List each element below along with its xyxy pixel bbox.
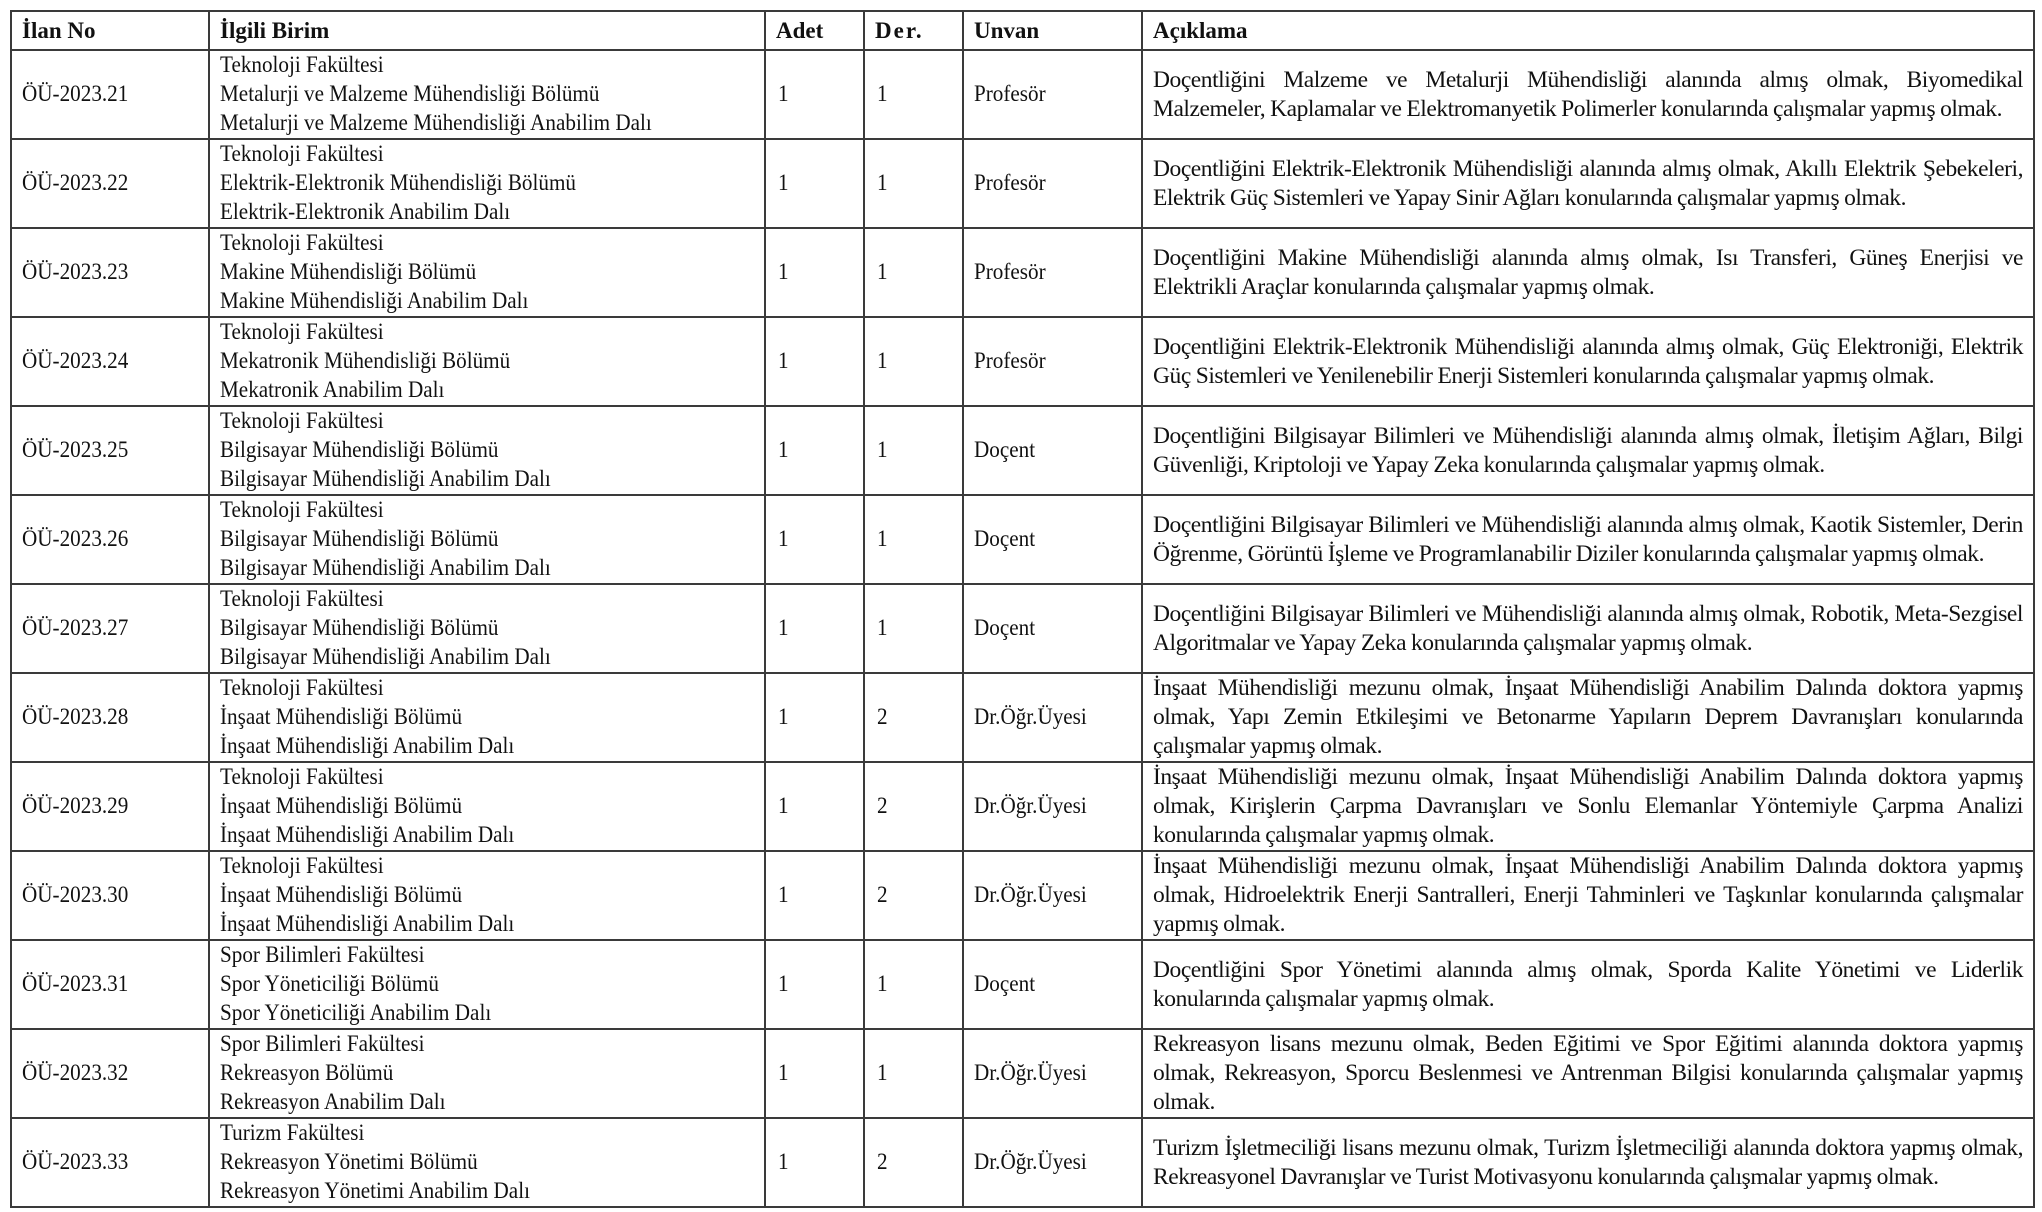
ilan-no-cell bbox=[11, 584, 209, 673]
unvan: Doçent bbox=[974, 526, 1036, 552]
unvan-cell bbox=[963, 1029, 1142, 1118]
derece: 2 bbox=[877, 882, 888, 908]
ilan-no: ÖÜ-2023.24 bbox=[22, 348, 129, 374]
ilan-no-cell bbox=[11, 673, 209, 762]
unvan-cell bbox=[963, 584, 1142, 673]
birim-cell bbox=[209, 139, 765, 228]
adet: 1 bbox=[778, 348, 789, 374]
bolum: Metalurji ve Malzeme Mühendisliği Bölümü bbox=[220, 81, 600, 107]
unvan-cell bbox=[963, 50, 1142, 139]
derece: 1 bbox=[877, 81, 888, 107]
job-postings-table bbox=[10, 10, 2035, 1208]
ilan-no: ÖÜ-2023.30 bbox=[22, 882, 129, 908]
anabilim-dali: Bilgisayar Mühendisliği Anabilim Dalı bbox=[220, 555, 551, 581]
derece: 2 bbox=[877, 704, 888, 730]
aciklama-cell: Doçentliğini Bilgisayar Bilimleri ve Mühendisliği alanında almış olmak, Robotik, Meta-Sezgisel Algoritmalar ve Yapay Zeka konularında çalışmalar yapmış olmak. bbox=[1142, 584, 2034, 673]
ilan-no: ÖÜ-2023.25 bbox=[22, 437, 129, 463]
unvan-cell bbox=[963, 673, 1142, 762]
ilan-no-cell bbox=[11, 50, 209, 139]
unvan: Dr.Öğr.Üyesi bbox=[974, 704, 1087, 730]
bolum: Elektrik-Elektronik Mühendisliği Bölümü bbox=[220, 170, 576, 196]
table-row bbox=[11, 50, 2034, 139]
unvan-cell bbox=[963, 139, 1142, 228]
bolum: Spor Yöneticiliği Bölümü bbox=[220, 971, 439, 997]
bolum: Mekatronik Mühendisliği Bölümü bbox=[220, 348, 511, 374]
aciklama-cell: Doçentliğini Spor Yönetimi alanında almış olmak, Sporda Kalite Yönetimi ve Liderlik konularında çalışmalar yapmış olmak. bbox=[1142, 940, 2034, 1029]
unvan-cell bbox=[963, 1118, 1142, 1207]
fakulte: Spor Bilimleri Fakültesi bbox=[220, 1031, 425, 1057]
unvan: Dr.Öğr.Üyesi bbox=[974, 793, 1087, 819]
aciklama-cell: Doçentliğini Bilgisayar Bilimleri ve Mühendisliği alanında almış olmak, Kaotik Sistemler, Derin Öğrenme, Görüntü İşleme ve Programlanabilir Diziler konularında çalışmalar yapmış olmak. bbox=[1142, 495, 2034, 584]
anabilim-dali: Elektrik-Elektronik Anabilim Dalı bbox=[220, 199, 511, 225]
unvan: Dr.Öğr.Üyesi bbox=[974, 1149, 1087, 1175]
der-cell bbox=[864, 584, 963, 673]
unvan: Profesör bbox=[974, 348, 1046, 374]
fakulte: Teknoloji Fakültesi bbox=[220, 764, 384, 790]
adet-cell bbox=[765, 851, 864, 940]
derece: 1 bbox=[877, 526, 888, 552]
unvan-cell bbox=[963, 495, 1142, 584]
aciklama-cell: Doçentliğini Makine Mühendisliği alanında almış olmak, Isı Transferi, Güneş Enerjisi ve Elektrikli Araçlar konularında çalışmalar yapmış olmak. bbox=[1142, 228, 2034, 317]
aciklama-cell: Rekreasyon lisans mezunu olmak, Beden Eğitimi ve Spor Eğitimi alanında doktora yapmış olmak, Rekreasyon, Sporcu Beslenmesi ve Antrenman Bilgisi konularında çalışmalar yapmış olmak. bbox=[1142, 1029, 2034, 1118]
header-ilgili-birim: İlgili Birim bbox=[209, 11, 765, 50]
der-cell bbox=[864, 317, 963, 406]
unvan-cell bbox=[963, 228, 1142, 317]
bolum: Rekreasyon Yönetimi Bölümü bbox=[220, 1149, 478, 1175]
birim-cell bbox=[209, 1029, 765, 1118]
ilan-no: ÖÜ-2023.26 bbox=[22, 526, 129, 552]
ilan-no-cell bbox=[11, 495, 209, 584]
der-cell bbox=[864, 762, 963, 851]
derece: 1 bbox=[877, 1060, 888, 1086]
ilan-no: ÖÜ-2023.32 bbox=[22, 1060, 129, 1086]
unvan-cell bbox=[963, 317, 1142, 406]
table-row bbox=[11, 673, 2034, 762]
der-cell bbox=[864, 940, 963, 1029]
der-cell bbox=[864, 228, 963, 317]
aciklama-cell: İnşaat Mühendisliği mezunu olmak, İnşaat Mühendisliği Anabilim Dalında doktora yapmış olmak, Kirişlerin Çarpma Davranışları ve Sonlu Elemanlar Yöntemiyle Çarpma Analizi konularında çalışmalar yapmış olmak. bbox=[1142, 762, 2034, 851]
anabilim-dali: Rekreasyon Yönetimi Anabilim Dalı bbox=[220, 1178, 530, 1204]
anabilim-dali: İnşaat Mühendisliği Anabilim Dalı bbox=[220, 733, 515, 759]
unvan: Profesör bbox=[974, 81, 1046, 107]
birim-cell bbox=[209, 228, 765, 317]
derece: 1 bbox=[877, 348, 888, 374]
derece: 1 bbox=[877, 259, 888, 285]
ilan-no: ÖÜ-2023.23 bbox=[22, 259, 129, 285]
anabilim-dali: Bilgisayar Mühendisliği Anabilim Dalı bbox=[220, 644, 551, 670]
anabilim-dali: Makine Mühendisliği Anabilim Dalı bbox=[220, 288, 529, 314]
aciklama-cell: Turizm İşletmeciliği lisans mezunu olmak, Turizm İşletmeciliği alanında doktora yapmış olmak, Rekreasyonel Davranışlar ve Turist Motivasyonu konularında çalışmalar yapmış olmak. bbox=[1142, 1118, 2034, 1207]
birim-cell bbox=[209, 406, 765, 495]
adet-cell bbox=[765, 317, 864, 406]
adet: 1 bbox=[778, 81, 789, 107]
ilan-no: ÖÜ-2023.27 bbox=[22, 615, 129, 641]
birim-cell bbox=[209, 940, 765, 1029]
adet-cell bbox=[765, 495, 864, 584]
der-cell bbox=[864, 139, 963, 228]
adet: 1 bbox=[778, 1149, 789, 1175]
unvan: Profesör bbox=[974, 259, 1046, 285]
anabilim-dali: Bilgisayar Mühendisliği Anabilim Dalı bbox=[220, 466, 551, 492]
fakulte: Teknoloji Fakültesi bbox=[220, 141, 384, 167]
adet-cell bbox=[765, 673, 864, 762]
derece: 1 bbox=[877, 615, 888, 641]
anabilim-dali: Spor Yöneticiliği Anabilim Dalı bbox=[220, 1000, 492, 1026]
fakulte: Teknoloji Fakültesi bbox=[220, 408, 384, 434]
ilan-no: ÖÜ-2023.33 bbox=[22, 1149, 129, 1175]
adet: 1 bbox=[778, 793, 789, 819]
adet: 1 bbox=[778, 615, 789, 641]
derece: 2 bbox=[877, 1149, 888, 1175]
der-cell bbox=[864, 1029, 963, 1118]
ilan-no-cell bbox=[11, 317, 209, 406]
fakulte: Teknoloji Fakültesi bbox=[220, 52, 384, 78]
ilan-no: ÖÜ-2023.29 bbox=[22, 793, 129, 819]
table-header-row bbox=[11, 11, 2034, 50]
adet-cell bbox=[765, 1118, 864, 1207]
bolum: Bilgisayar Mühendisliği Bölümü bbox=[220, 437, 499, 463]
adet: 1 bbox=[778, 437, 789, 463]
table-row bbox=[11, 406, 2034, 495]
ilan-no-cell bbox=[11, 1118, 209, 1207]
table-row bbox=[11, 851, 2034, 940]
birim-cell bbox=[209, 584, 765, 673]
anabilim-dali: İnşaat Mühendisliği Anabilim Dalı bbox=[220, 822, 515, 848]
unvan: Profesör bbox=[974, 170, 1046, 196]
bolum: Rekreasyon Bölümü bbox=[220, 1060, 394, 1086]
adet: 1 bbox=[778, 971, 789, 997]
header-der: Der. bbox=[864, 11, 963, 50]
bolum: İnşaat Mühendisliği Bölümü bbox=[220, 704, 463, 730]
ilan-no-cell bbox=[11, 1029, 209, 1118]
unvan-cell bbox=[963, 762, 1142, 851]
table-row bbox=[11, 584, 2034, 673]
adet-cell bbox=[765, 228, 864, 317]
table-row bbox=[11, 495, 2034, 584]
anabilim-dali: Rekreasyon Anabilim Dalı bbox=[220, 1089, 446, 1115]
birim-cell bbox=[209, 851, 765, 940]
aciklama-cell: İnşaat Mühendisliği mezunu olmak, İnşaat Mühendisliği Anabilim Dalında doktora yapmış olmak, Yapı Zemin Etkileşimi ve Betonarme Yapıların Deprem Davranışları konularında çalışmalar yapmış olmak. bbox=[1142, 673, 2034, 762]
adet: 1 bbox=[778, 704, 789, 730]
birim-cell bbox=[209, 673, 765, 762]
table-row bbox=[11, 139, 2034, 228]
anabilim-dali: İnşaat Mühendisliği Anabilim Dalı bbox=[220, 911, 515, 937]
table-row bbox=[11, 762, 2034, 851]
header-ilan-no: İlan No bbox=[11, 11, 209, 50]
ilan-no-cell bbox=[11, 139, 209, 228]
fakulte: Spor Bilimleri Fakültesi bbox=[220, 942, 425, 968]
table-row bbox=[11, 317, 2034, 406]
aciklama-cell: Doçentliğini Elektrik-Elektronik Mühendisliği alanında almış olmak, Güç Elektroniği, Elektrik Güç Sistemleri ve Yenilenebilir Enerji Sistemleri konularında çalışmalar yapmış olmak. bbox=[1142, 317, 2034, 406]
ilan-no-cell bbox=[11, 406, 209, 495]
fakulte: Teknoloji Fakültesi bbox=[220, 853, 384, 879]
adet: 1 bbox=[778, 170, 789, 196]
derece: 2 bbox=[877, 793, 888, 819]
der-cell bbox=[864, 495, 963, 584]
ilan-no: ÖÜ-2023.22 bbox=[22, 170, 129, 196]
birim-cell bbox=[209, 762, 765, 851]
header-aciklama: Açıklama bbox=[1142, 11, 2034, 50]
adet-cell bbox=[765, 1029, 864, 1118]
unvan: Doçent bbox=[974, 971, 1036, 997]
ilan-no-cell bbox=[11, 940, 209, 1029]
unvan: Doçent bbox=[974, 615, 1036, 641]
der-cell bbox=[864, 406, 963, 495]
ilan-no: ÖÜ-2023.31 bbox=[22, 971, 129, 997]
anabilim-dali: Metalurji ve Malzeme Mühendisliği Anabilim Dalı bbox=[220, 110, 652, 136]
unvan: Dr.Öğr.Üyesi bbox=[974, 1060, 1087, 1086]
table-row bbox=[11, 228, 2034, 317]
aciklama-cell: Doçentliğini Malzeme ve Metalurji Mühendisliği alanında almış olmak, Biyomedikal Malzemeler, Kaplamalar ve Elektromanyetik Polimerler konularında çalışmalar yapmış olmak. bbox=[1142, 50, 2034, 139]
fakulte: Turizm Fakültesi bbox=[220, 1120, 365, 1146]
table-row bbox=[11, 1029, 2034, 1118]
adet-cell bbox=[765, 139, 864, 228]
derece: 1 bbox=[877, 437, 888, 463]
birim-cell bbox=[209, 1118, 765, 1207]
birim-cell bbox=[209, 495, 765, 584]
unvan: Dr.Öğr.Üyesi bbox=[974, 882, 1087, 908]
ilan-no-cell bbox=[11, 228, 209, 317]
adet: 1 bbox=[778, 259, 789, 285]
fakulte: Teknoloji Fakültesi bbox=[220, 230, 384, 256]
fakulte: Teknoloji Fakültesi bbox=[220, 319, 384, 345]
ilan-no-cell bbox=[11, 851, 209, 940]
aciklama-cell: Doçentliğini Bilgisayar Bilimleri ve Mühendisliği alanında almış olmak, İletişim Ağları, Bilgi Güvenliği, Kriptoloji ve Yapay Zeka konularında çalışmalar yapmış olmak. bbox=[1142, 406, 2034, 495]
der-cell bbox=[864, 851, 963, 940]
aciklama-cell: İnşaat Mühendisliği mezunu olmak, İnşaat Mühendisliği Anabilim Dalında doktora yapmış olmak, Hidroelektrik Enerji Santralleri, Enerji Tahminleri ve Taşkınlar konularında çalışmalar yapmış olmak. bbox=[1142, 851, 2034, 940]
bolum: Makine Mühendisliği Bölümü bbox=[220, 259, 477, 285]
fakulte: Teknoloji Fakültesi bbox=[220, 497, 384, 523]
adet-cell bbox=[765, 50, 864, 139]
adet: 1 bbox=[778, 1060, 789, 1086]
ilan-no: ÖÜ-2023.28 bbox=[22, 704, 129, 730]
der-cell bbox=[864, 1118, 963, 1207]
unvan-cell bbox=[963, 851, 1142, 940]
bolum: İnşaat Mühendisliği Bölümü bbox=[220, 793, 463, 819]
der-cell bbox=[864, 50, 963, 139]
derece: 1 bbox=[877, 170, 888, 196]
adet: 1 bbox=[778, 526, 789, 552]
bolum: Bilgisayar Mühendisliği Bölümü bbox=[220, 526, 499, 552]
adet-cell bbox=[765, 940, 864, 1029]
ilan-no: ÖÜ-2023.21 bbox=[22, 81, 129, 107]
der-cell bbox=[864, 673, 963, 762]
table-row bbox=[11, 940, 2034, 1029]
adet: 1 bbox=[778, 882, 789, 908]
unvan: Doçent bbox=[974, 437, 1036, 463]
fakulte: Teknoloji Fakültesi bbox=[220, 586, 384, 612]
birim-cell bbox=[209, 50, 765, 139]
bolum: İnşaat Mühendisliği Bölümü bbox=[220, 882, 463, 908]
unvan-cell bbox=[963, 940, 1142, 1029]
header-unvan: Unvan bbox=[963, 11, 1142, 50]
ilan-no-cell bbox=[11, 762, 209, 851]
birim-cell bbox=[209, 317, 765, 406]
adet-cell bbox=[765, 762, 864, 851]
table-body bbox=[11, 50, 2034, 1207]
table-row bbox=[11, 1118, 2034, 1207]
adet-cell bbox=[765, 584, 864, 673]
adet-cell bbox=[765, 406, 864, 495]
derece: 1 bbox=[877, 971, 888, 997]
header-adet: Adet bbox=[765, 11, 864, 50]
aciklama-cell: Doçentliğini Elektrik-Elektronik Mühendisliği alanında almış olmak, Akıllı Elektrik Şebekeleri, Elektrik Güç Sistemleri ve Yapay Sinir Ağları konularında çalışmalar yapmış olmak. bbox=[1142, 139, 2034, 228]
bolum: Bilgisayar Mühendisliği Bölümü bbox=[220, 615, 499, 641]
fakulte: Teknoloji Fakültesi bbox=[220, 675, 384, 701]
unvan-cell bbox=[963, 406, 1142, 495]
anabilim-dali: Mekatronik Anabilim Dalı bbox=[220, 377, 445, 403]
